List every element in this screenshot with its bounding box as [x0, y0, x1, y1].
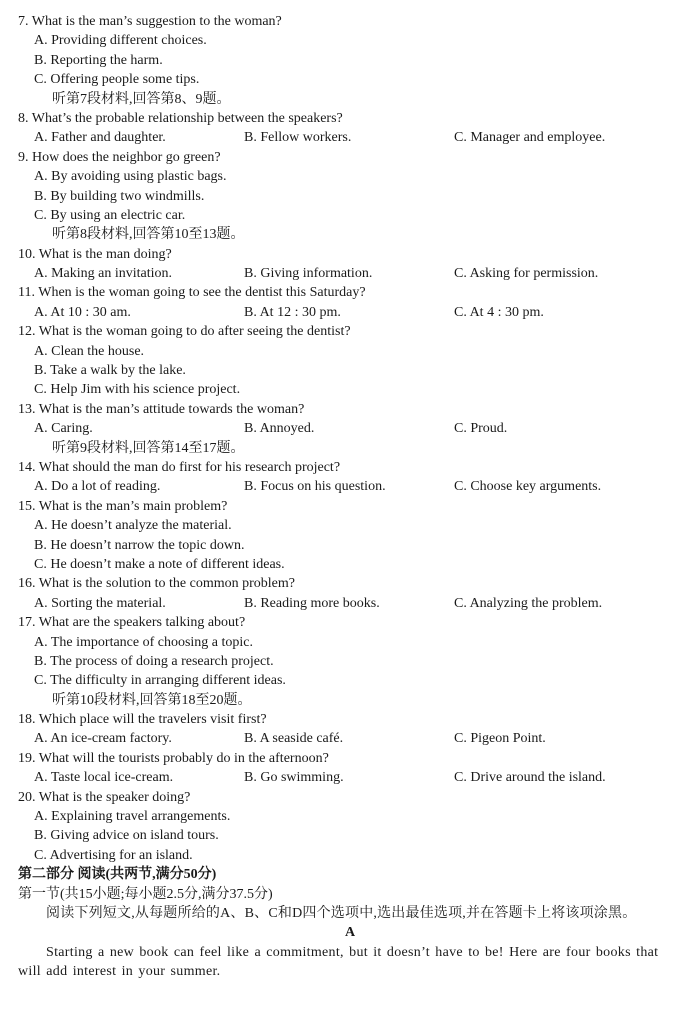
- option-line: B. Take a walk by the lake.: [34, 363, 186, 379]
- question-line: 15. What is the man’s main problem?: [18, 498, 228, 514]
- listening-note: 听第10段材料,回答第18至20题。: [52, 692, 252, 708]
- option-b: B. Giving information.: [244, 266, 373, 282]
- option-line: A. By avoiding using plastic bags.: [34, 169, 227, 185]
- option-row: [18, 729, 682, 748]
- question-line: 第一节(共15小题;每小题2.5分,满分37.5分): [18, 886, 273, 902]
- exam-page: [18, 12, 682, 982]
- question-line: 20. What is the speaker doing?: [18, 789, 191, 805]
- question-line: 16. What is the solution to the common problem?: [18, 576, 295, 592]
- option-c: C. Proud.: [454, 421, 508, 437]
- option-b: B. Focus on his question.: [244, 479, 386, 495]
- option-line: B. The process of doing a research project.: [34, 653, 274, 669]
- option-c: C. Manager and employee.: [454, 130, 606, 146]
- option-b: B. Fellow workers.: [244, 130, 352, 146]
- option-row: [18, 477, 682, 496]
- option-line: A. Clean the house.: [34, 343, 145, 359]
- option-line: B. Giving advice on island tours.: [34, 828, 219, 844]
- section-title: 第二部分 阅读(共两节,满分50分): [18, 867, 217, 883]
- option-row: [18, 768, 682, 787]
- option-c: C. Choose key arguments.: [454, 479, 602, 495]
- passage-heading: A: [344, 925, 356, 941]
- listening-note: 听第9段材料,回答第14至17题。: [52, 440, 245, 456]
- option-row: [18, 419, 682, 438]
- option-a: A. Sorting the material.: [34, 595, 166, 611]
- option-c: C. Drive around the island.: [454, 770, 606, 786]
- option-c: C. Asking for permission.: [454, 266, 599, 282]
- question-line: 18. Which place will the travelers visit first?: [18, 712, 267, 728]
- option-line: C. By using an electric car.: [34, 207, 186, 223]
- section-instruction: 阅读下列短文,从每题所给的A、B、C和D四个选项中,选出最佳选项,并在答题卡上将该项涂黑。: [46, 905, 637, 921]
- option-row: [18, 594, 682, 613]
- option-b: B. At 12 : 30 pm.: [244, 304, 341, 320]
- option-line: C. Help Jim with his science project.: [34, 382, 241, 398]
- option-b: B. Annoyed.: [244, 421, 315, 437]
- option-c: C. Pigeon Point.: [454, 731, 546, 747]
- option-line: B. He doesn’t narrow the topic down.: [34, 537, 245, 553]
- option-c: C. Analyzing the problem.: [454, 595, 603, 611]
- option-a: A. Making an invitation.: [34, 266, 173, 282]
- option-line: C. Offering people some tips.: [34, 72, 200, 88]
- option-line: B. Reporting the harm.: [34, 52, 163, 68]
- option-line: B. By building two windmills.: [34, 188, 205, 204]
- question-line: 14. What should the man do first for his research project?: [18, 459, 341, 475]
- option-line: A. The importance of choosing a topic.: [34, 634, 254, 650]
- option-row: [18, 264, 682, 283]
- option-a: A. An ice-cream factory.: [34, 731, 172, 747]
- option-line: C. He doesn’t make a note of different ideas.: [34, 556, 285, 572]
- option-b: B. Go swimming.: [244, 770, 344, 786]
- question-line: 19. What will the tourists probably do in the afternoon?: [18, 750, 329, 766]
- option-line: A. Explaining travel arrangements.: [34, 809, 231, 825]
- question-line: 12. What is the woman going to do after seeing the dentist?: [18, 324, 351, 340]
- question-line: 9. How does the neighbor go green?: [18, 149, 221, 165]
- option-line: C. Advertising for an island.: [34, 847, 193, 863]
- listening-note: 听第8段材料,回答第10至13题。: [52, 227, 245, 243]
- question-line: 11. When is the woman going to see the dentist this Saturday?: [18, 285, 366, 301]
- listening-note: 听第7段材料,回答第8、9题。: [52, 91, 231, 107]
- question-line: 7. What is the man’s suggestion to the woman?: [18, 14, 282, 29]
- option-a: A. At 10 : 30 am.: [34, 304, 131, 320]
- question-line: 17. What are the speakers talking about?: [18, 615, 246, 631]
- option-b: B. Reading more books.: [244, 595, 380, 611]
- question-line: 8. What’s the probable relationship between the speakers?: [18, 110, 343, 126]
- option-a: A. Caring.: [34, 421, 93, 437]
- question-line: 10. What is the man doing?: [18, 246, 172, 262]
- option-c: C. At 4 : 30 pm.: [454, 304, 544, 320]
- option-a: A. Father and daughter.: [34, 130, 166, 146]
- question-line: 13. What is the man’s attitude towards the woman?: [18, 401, 305, 417]
- option-a: A. Do a lot of reading.: [34, 479, 161, 495]
- option-row: [18, 303, 682, 322]
- option-line: A. He doesn’t analyze the material.: [34, 518, 232, 534]
- passage-paragraph: Starting a new book can feel like a commitment, but it doesn’t have to be! Here are four books that will add interest in your summer.: [18, 944, 659, 980]
- option-a: A. Taste local ice-cream.: [34, 770, 174, 786]
- option-b: B. A seaside café.: [244, 731, 344, 747]
- option-row: [18, 128, 682, 147]
- option-line: A. Providing different choices.: [34, 33, 207, 49]
- option-line: C. The difficulty in arranging different ideas.: [34, 673, 286, 689]
- question-list: [18, 12, 682, 904]
